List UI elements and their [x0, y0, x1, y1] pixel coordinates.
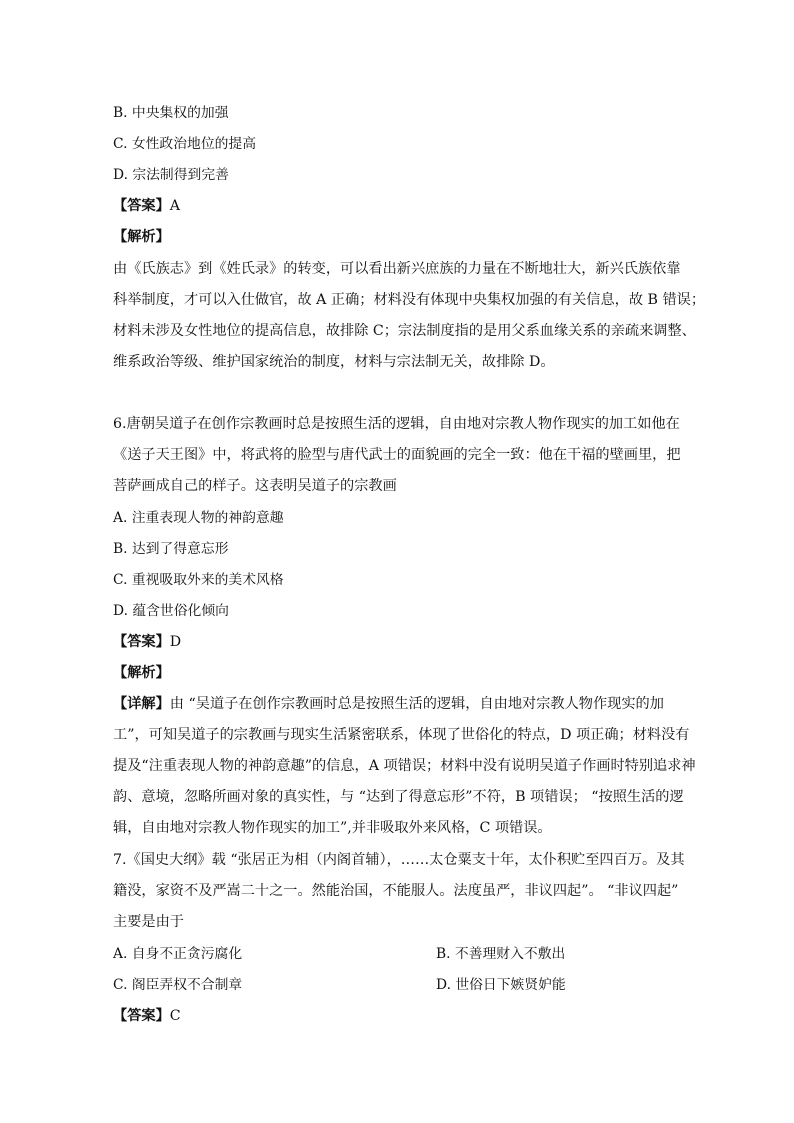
q5-analysis-line-4: 维系政治等级、维护国家统治的制度，材料与宗法制无关，故排除 D。: [113, 354, 555, 370]
q7-option-d: D. 世俗日下嫉贤妒能: [436, 977, 566, 993]
q5-analysis-line-2: 科举制度，才可以入仕做官，故 A 正确；材料没有体现中央集权加强的有关信息，故 B 错误；: [113, 292, 706, 308]
q7-stem-line-3: 主要是由于: [113, 914, 184, 930]
q6-analysis-tag: 【解析】: [113, 665, 170, 681]
answer-tag: 【答案】: [113, 1008, 170, 1024]
detail-text: 由 “吴道子在创作宗教画时总是按照生活的逻辑，自由地对宗教人物作现实的加: [169, 696, 664, 712]
answer-tag: 【答案】: [113, 634, 170, 650]
q6-detail-line-1: [113, 694, 664, 714]
q5-answer: [113, 196, 180, 216]
q6-option-b: B. 达到了得意忘形: [113, 541, 229, 557]
q7-stem-line-2: 籍没，家资不及严嵩二十之一。然能治国，不能服人。法度虽严，非议四起”。 “非议四起”: [113, 883, 679, 899]
q5-analysis-line-1: 由《氏族志》到《姓氏录》的转变，可以看出新兴庶族的力量在不断地壮大，新兴氏族依靠: [113, 261, 681, 277]
q6-detail-line-2: 工”，可知吴道子的宗教画与现实生活紧密联系，体现了世俗化的特点，D 项正确；材料没有: [113, 727, 690, 743]
answer-value: A: [169, 198, 181, 214]
q6-answer: [113, 632, 181, 652]
q6-stem-line-2: 《送子天王图》中，将武将的脸型与唐代武士的面貌画的完全一致：他在干福的壁画里，把: [113, 447, 681, 463]
q7-option-c: C. 阁臣弄权不合制章: [113, 977, 243, 993]
q6-detail-line-4: 韵、意境，忽略所画对象的真实性，与 “达到了得意忘形”不符，B 项错误； “按照生活的逻: [113, 789, 684, 805]
q5-analysis-tag: 【解析】: [113, 229, 170, 245]
q6-option-a: A. 注重表现人物的神韵意趣: [113, 510, 284, 526]
q7-option-b: B. 不善理财入不敷出: [436, 946, 566, 962]
q6-detail-line-5: 辑，自由地对宗教人物作现实的加工”,并非吸取外来风格，C 项错误。: [113, 820, 552, 836]
q6-stem-line-3: 菩萨画成自己的样子。这表明吴道子的宗教画: [113, 478, 397, 494]
q6-option-c: C. 重视吸取外来的美术风格: [113, 572, 284, 588]
answer-tag: 【答案】: [113, 198, 170, 214]
q5-option-b: B. 中央集权的加强: [113, 105, 229, 121]
q5-analysis-line-3: 材料未涉及女性地位的提高信息，故排除 C；宗法制度指的是用父系血缘关系的亲疏来调整、: [113, 323, 696, 339]
answer-value: C: [169, 1008, 181, 1024]
answer-value: D: [169, 634, 182, 650]
q6-option-d: D. 蕴含世俗化倾向: [113, 603, 229, 619]
q5-option-d: D. 宗法制得到完善: [113, 167, 229, 183]
q7-answer: [113, 1006, 181, 1026]
detail-tag: 【详解】: [113, 696, 170, 712]
q7-option-a: A. 自身不正贪污腐化: [113, 946, 243, 962]
q6-detail-line-3: 提及“注重表现人物的神韵意趣”的信息，A 项错误；材料中没有说明吴道子作画时特别追求神: [113, 758, 696, 774]
q5-option-c: C. 女性政治地位的提高: [113, 136, 257, 152]
q6-stem-line-1: 6.唐朝吴道子在创作宗教画时总是按照生活的逻辑，自由地对宗教人物作现实的加工如他在: [113, 416, 680, 432]
q7-stem-line-1: 7.《国史大纲》载 “张居正为相（内阁首辅），……太仓粟支十年，太仆积贮至四百万。及其: [113, 852, 685, 868]
